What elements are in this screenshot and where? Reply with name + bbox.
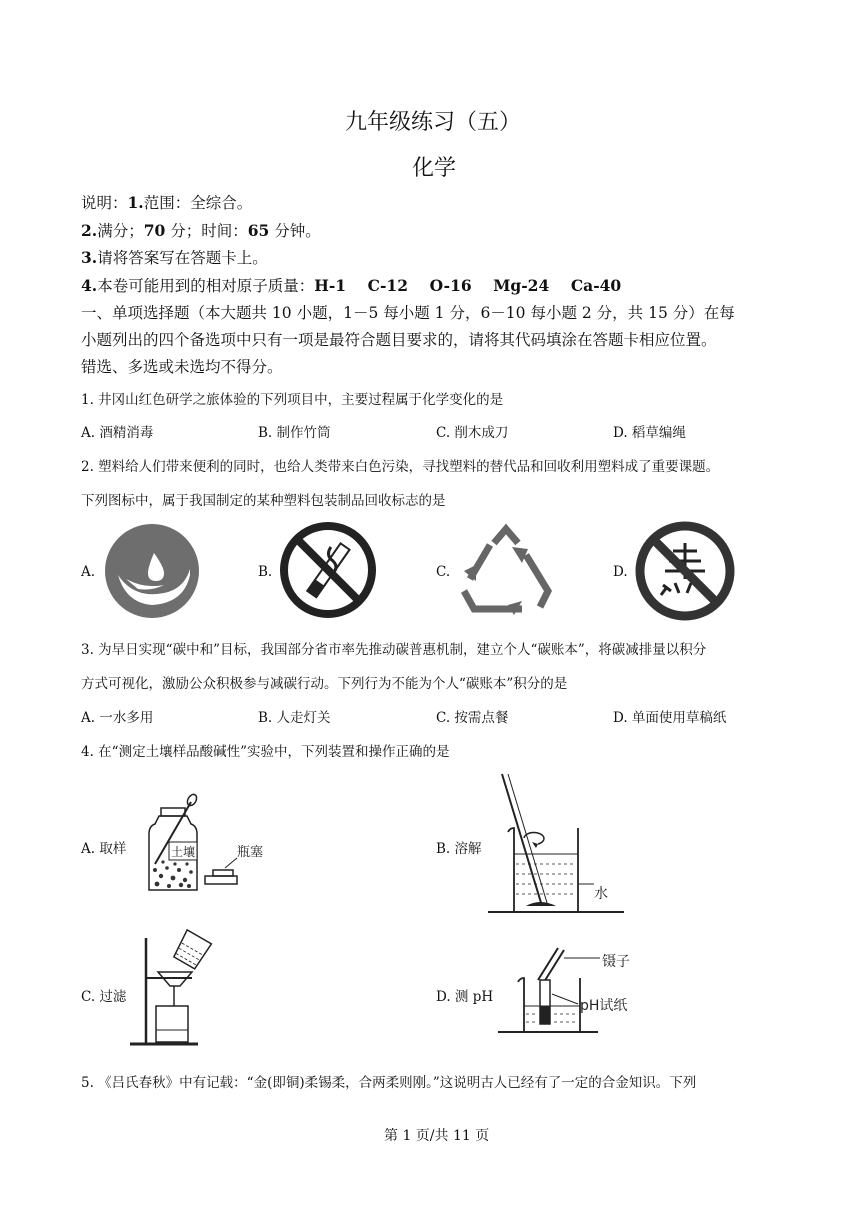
instruction-text: 本卷可能用到的相对原子质量： — [97, 277, 315, 295]
question-2-stem-line-2: 下列图标中，属于我国制定的某种塑料包装制品回收标志的是 — [81, 493, 446, 509]
exam-time: 65 — [247, 221, 270, 240]
page-title: 九年级练习（五） — [345, 110, 522, 135]
question-1-stem: 1. 井冈山红色研学之旅体验的下列项目中，主要过程属于化学变化的是 — [81, 392, 504, 408]
q3-option-a: A. 一水多用 — [81, 710, 154, 726]
question-3-stem-line-2: 方式可视化，激励公众积极参与减碳行动。下列行为不能为个人“碳账本”积分的是 — [81, 676, 568, 692]
instruction-text: 请将答案写在答题卡上。 — [97, 249, 268, 267]
q3-option-b: B. 人走灯关 — [258, 710, 331, 726]
stopper-label: 瓶塞 — [237, 845, 264, 860]
instruction-num: 2. — [81, 221, 98, 240]
instruction-line-2 — [81, 219, 321, 241]
question-4-stem: 4. 在“测定土壤样品酸碱性”实验中，下列装置和操作正确的是 — [81, 744, 450, 760]
instruction-prefix: 说明： — [81, 194, 128, 212]
question-2-stem-line-1: 2. 塑料给人们带来便利的同时，也给人类带来白色污染，寻找塑料的替代品和回收利用塑料成了重要课题。 — [81, 459, 720, 475]
q2-label-d: D. — [613, 564, 628, 580]
ph-test-figure — [498, 944, 658, 1044]
no-smoking-icon — [279, 521, 377, 619]
q2-label-b: B. — [258, 564, 273, 580]
instruction-text: 分钟。 — [269, 222, 321, 240]
instruction-text: 范围：全综合。 — [143, 194, 253, 212]
question-3-stem-line-1: 3. 为早日实现“碳中和”目标，我国部分省市率先推动碳普惠机制，建立个人“碳账本”，将碳减排量以积分 — [81, 642, 707, 658]
sampling-jar-figure — [145, 790, 275, 900]
question-5-stem: 5. 《吕氏春秋》中有记载：“金(即铜)柔锡柔，合两柔则刚。”这说明古人已经有了一定的合金知识。下列 — [81, 1075, 697, 1091]
q1-option-c: C. 削木成刀 — [436, 425, 509, 441]
q4-option-b-label: B. 溶解 — [436, 841, 482, 857]
jar-label: 土壤 — [171, 845, 196, 859]
dissolving-beaker-figure — [488, 772, 638, 922]
q1-option-d: D. 稻草编绳 — [613, 425, 686, 441]
page-number: 第 1 页/共 11 页 — [384, 1128, 490, 1144]
water-saving-icon — [104, 523, 200, 619]
atomic-masses: H-1 C-12 O-16 Mg-24 Ca-40 — [314, 276, 622, 295]
q1-option-b: B. 制作竹筒 — [258, 425, 331, 441]
subject-title: 化学 — [412, 156, 457, 181]
q4-option-d-label: D. 测 pH — [436, 989, 494, 1005]
instruction-line-4 — [81, 274, 621, 296]
instruction-text: 分；时间： — [165, 222, 248, 240]
section-heading-line-3: 错选、多选或未选均不得分。 — [81, 358, 283, 376]
instruction-line-1 — [81, 191, 252, 213]
section-heading-line-1: 一、单项选择题（本大题共 10 小题，1－5 每小题 1 分，6－10 每小题 2 分，共 15 分）在每 — [81, 304, 735, 322]
full-score: 70 — [143, 221, 166, 240]
q4-option-a-label: A. 取样 — [81, 841, 127, 857]
q1-option-a: A. 酒精消毒 — [81, 425, 154, 441]
tweezers-label: 镊子 — [602, 954, 630, 970]
q3-option-c: C. 按需点餐 — [436, 710, 509, 726]
instruction-text: 满分； — [97, 222, 144, 240]
section-heading-line-2: 小题列出的四个备选项中只有一项是最符合题目要求的，请将其代码填涂在答题卡相应位置。 — [81, 331, 717, 349]
q2-label-a: A. — [81, 564, 96, 580]
instruction-line-3 — [81, 246, 268, 268]
instruction-num: 4. — [81, 276, 98, 295]
water-label: 水 — [594, 886, 608, 902]
q3-option-d: D. 单面使用草稿纸 — [613, 710, 727, 726]
instruction-num: 3. — [81, 248, 98, 267]
q4-option-c-label: C. 过滤 — [81, 989, 127, 1005]
recycle-icon — [456, 525, 556, 617]
instruction-num: 1. — [127, 193, 144, 212]
ph-paper-label: pH试纸 — [580, 998, 628, 1014]
no-logging-icon — [635, 521, 735, 621]
q2-label-c: C. — [436, 564, 451, 580]
filtration-figure — [126, 932, 226, 1052]
